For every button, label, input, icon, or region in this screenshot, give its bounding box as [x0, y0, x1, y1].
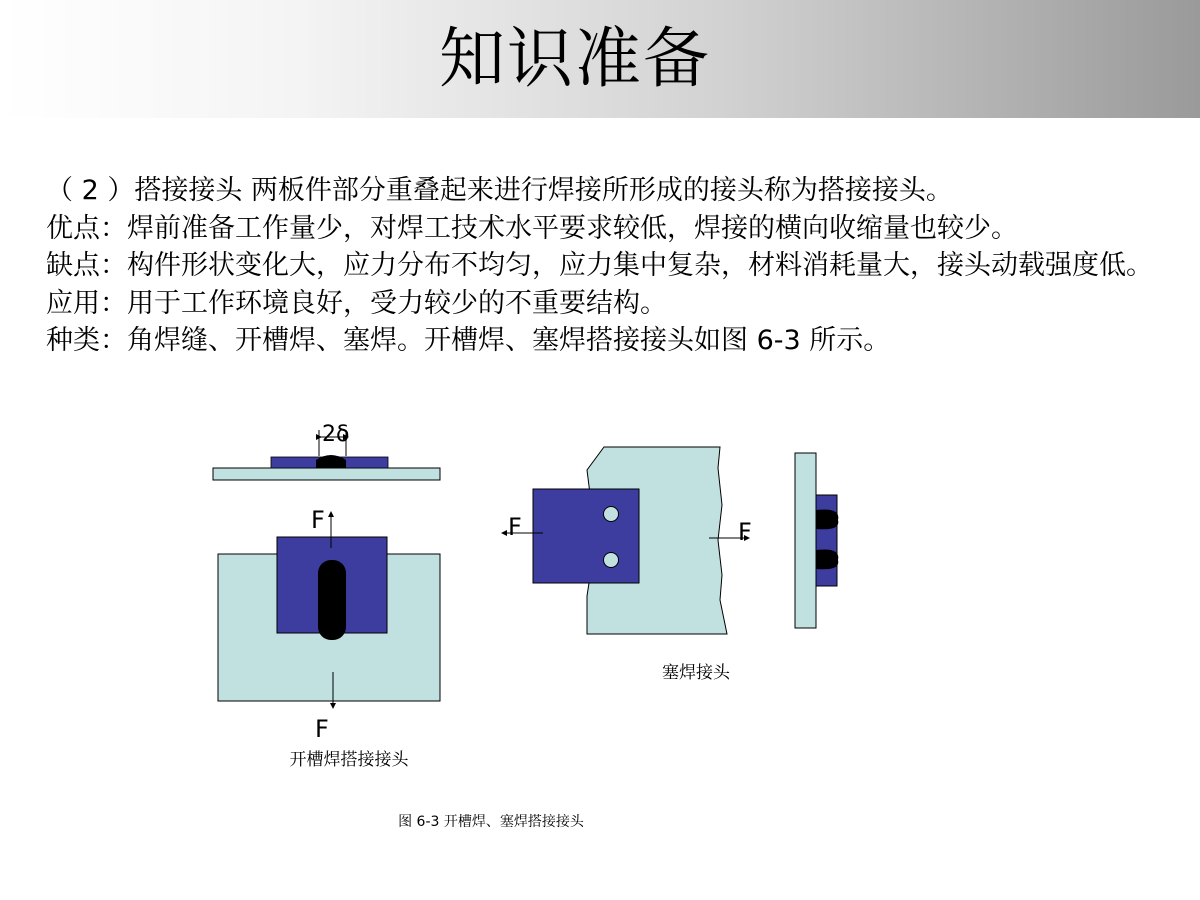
slot-weld-side-view — [213, 422, 440, 480]
force-label-left: F — [508, 513, 522, 541]
plug-weld-caption: 塞焊接头 — [662, 663, 730, 683]
dimension-label: 2δ — [322, 422, 350, 447]
plug-weld-plan-view — [502, 447, 752, 683]
plug-weld-side-view — [795, 453, 838, 628]
paragraph-advantages: 优点：焊前准备工作量少，对焊工技术水平要求较低，焊接的横向收缩量也较少。 — [46, 212, 1018, 244]
paragraph-disadvantages: 缺点：构件形状变化大，应力分布不均匀，应力集中复杂，材料消耗量大，接头动载强度低。 — [46, 250, 1153, 281]
plug-weld-bead-lower — [816, 549, 838, 569]
top-plate-plug-side — [816, 495, 837, 586]
plug-hole-lower — [604, 553, 619, 568]
figure-caption: 图 6-3 开槽焊、塞焊搭接接头 — [398, 814, 584, 830]
base-plate-side — [213, 468, 440, 480]
plug-hole-upper — [604, 507, 619, 522]
page-title: 知识准备 — [439, 20, 711, 97]
top-plate-plug — [533, 489, 639, 583]
paragraph-lap-joint: （ 2 ）搭接接头 两板件部分重叠起来进行焊接所形成的接头称为搭接接头。 — [46, 175, 953, 206]
force-label-bottom: F — [315, 715, 329, 743]
force-label-top: F — [311, 506, 325, 534]
slot-weld-caption: 开槽焊搭接接头 — [289, 750, 409, 770]
plug-weld-bead-upper — [816, 509, 838, 529]
slot-weld-plan — [318, 560, 346, 640]
paragraph-types: 种类：角焊缝、开槽焊、塞焊。开槽焊、塞焊搭接接头如图 6-3 所示。 — [46, 325, 891, 356]
base-plate-plug-side — [795, 453, 816, 628]
slot-weld-plan-view — [218, 506, 440, 770]
paragraph-application: 应用：用于工作环境良好，受力较少的不重要结构。 — [46, 287, 667, 319]
force-label-right: F — [738, 518, 752, 546]
